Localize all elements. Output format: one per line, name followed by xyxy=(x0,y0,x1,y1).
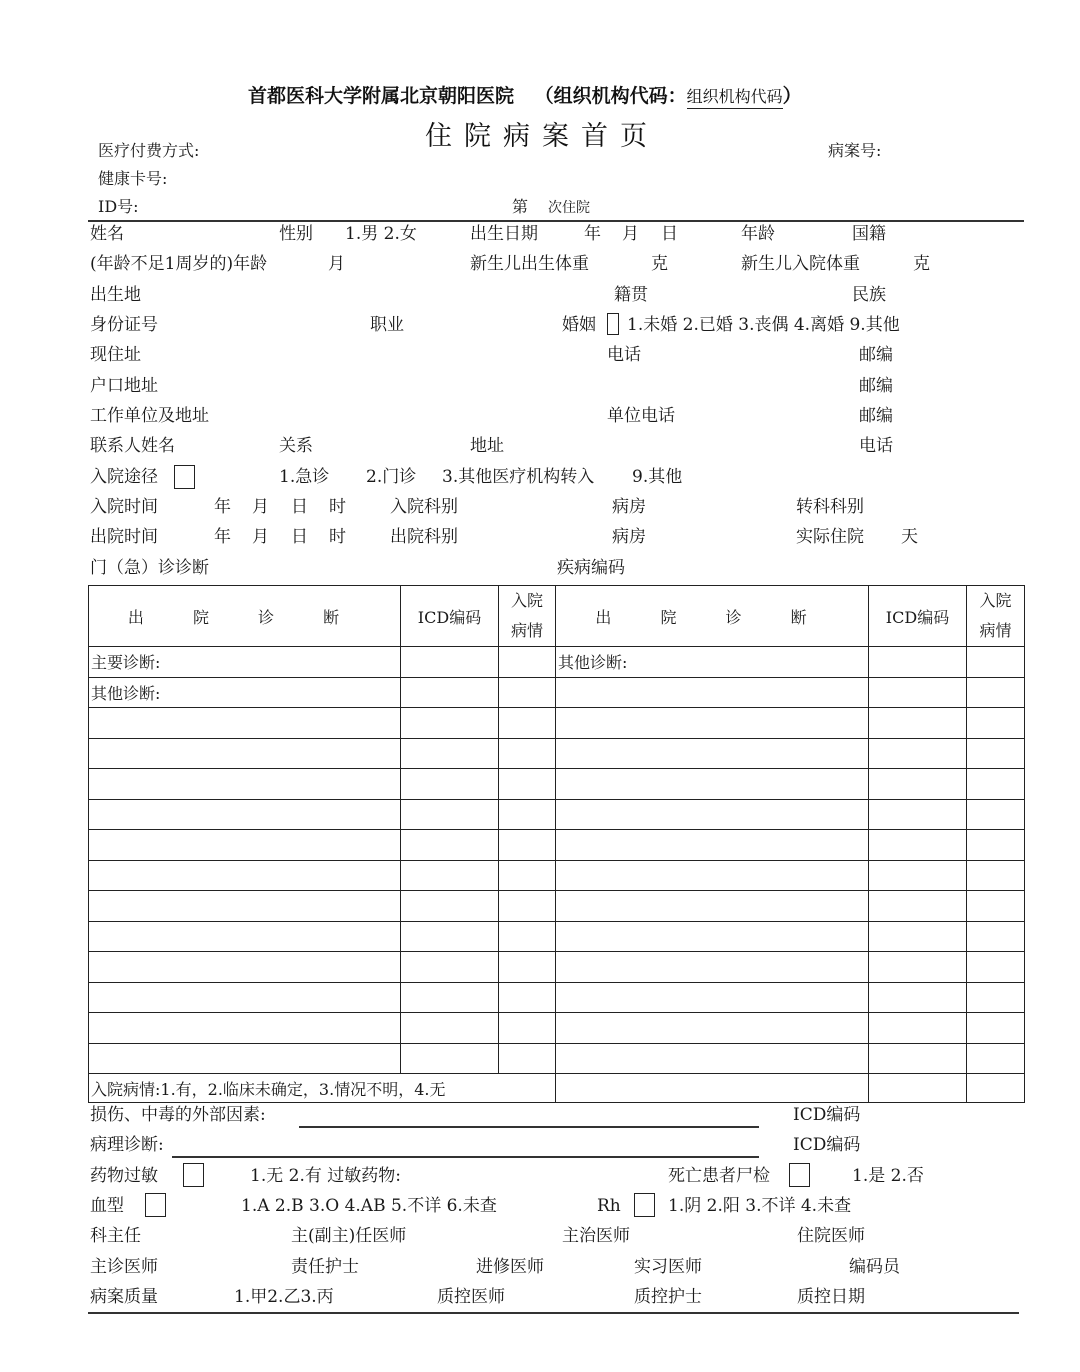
diagnosis-cell[interactable] xyxy=(556,677,869,708)
admission-count xyxy=(512,199,590,215)
admit-condition-cell[interactable] xyxy=(499,647,556,678)
record-number-label: 病案号: xyxy=(828,141,882,160)
diagnosis-cell[interactable] xyxy=(89,1043,401,1074)
admit-condition-cell[interactable] xyxy=(967,1074,1025,1103)
icd-cell[interactable] xyxy=(869,677,967,708)
gram-unit-2: 克 xyxy=(913,254,930,274)
other-diagnosis-cell-right[interactable]: 其他诊断: xyxy=(556,647,869,678)
diagnosis-cell[interactable] xyxy=(89,952,401,983)
outpatient-diag-label: 门（急）诊诊断 xyxy=(90,558,209,578)
icd-cell[interactable] xyxy=(869,647,967,678)
icd-cell[interactable] xyxy=(401,921,499,952)
diagnosis-cell[interactable] xyxy=(89,1013,401,1044)
header-discharge-diagnosis-right: 出 院 诊 断 xyxy=(556,586,869,647)
diagnosis-cell[interactable] xyxy=(556,799,869,830)
route-option-3: 3.其他医疗机构转入 xyxy=(442,467,595,487)
postcode-label-3: 邮编 xyxy=(859,406,893,426)
marital-options: 1.未婚 2.已婚 3.丧偶 4.离婚 9.其他 xyxy=(627,315,900,335)
days-unit: 天 xyxy=(901,527,918,547)
admit-condition-cell[interactable] xyxy=(499,708,556,739)
diagnosis-cell[interactable] xyxy=(556,1013,869,1044)
admit-condition-cell[interactable] xyxy=(499,830,556,861)
icd-cell[interactable] xyxy=(869,1043,967,1074)
table-row xyxy=(89,1013,1025,1044)
pathology-label: 病理诊断: xyxy=(90,1135,164,1155)
table-row xyxy=(89,1043,1025,1074)
autopsy-options: 1.是 2.否 xyxy=(852,1166,924,1186)
admit-condition-cell[interactable] xyxy=(967,982,1025,1013)
table-row xyxy=(89,982,1025,1013)
marital-label: 婚姻 xyxy=(562,315,596,335)
discharge-dept-label: 出院科别 xyxy=(390,527,458,547)
dept-director-label: 科主任 xyxy=(90,1226,141,1246)
diagnosis-cell[interactable] xyxy=(556,1043,869,1074)
autopsy-checkbox[interactable] xyxy=(789,1163,810,1187)
ward-label-2: 病房 xyxy=(612,527,646,547)
drug-allergy-checkbox[interactable] xyxy=(183,1163,204,1187)
icd-cell[interactable] xyxy=(401,738,499,769)
discharge-time-label: 出院时间 xyxy=(90,527,158,547)
id-card-label: 身份证号 xyxy=(90,315,158,335)
icd-cell[interactable] xyxy=(401,677,499,708)
icd-cell[interactable] xyxy=(401,647,499,678)
diagnosis-cell[interactable] xyxy=(556,952,869,983)
discharge-diagnosis-table xyxy=(88,585,1025,1103)
icd-cell[interactable] xyxy=(869,769,967,800)
admit-condition-cell[interactable] xyxy=(967,952,1025,983)
admit-condition-cell[interactable] xyxy=(967,738,1025,769)
icd-cell[interactable] xyxy=(401,860,499,891)
table-row xyxy=(89,952,1025,983)
admission-route-label: 入院途径 xyxy=(90,467,158,487)
newborn-birth-weight-label: 新生儿出生体重 xyxy=(470,254,589,274)
icd-cell[interactable] xyxy=(401,769,499,800)
ward-label-1: 病房 xyxy=(612,497,646,517)
discharge-month: 月 xyxy=(252,527,269,547)
icd-cell[interactable] xyxy=(869,860,967,891)
admit-time-label: 入院时间 xyxy=(90,497,158,517)
id-number-label: ID号: xyxy=(98,197,139,216)
main-diagnosis-cell[interactable]: 主要诊断: xyxy=(89,647,401,678)
table-header-row xyxy=(89,586,1025,647)
infant-month-label: 月 xyxy=(328,254,345,274)
icd-cell[interactable] xyxy=(869,952,967,983)
table-row xyxy=(89,769,1025,800)
discharge-day: 日 xyxy=(291,527,308,547)
icd-cell[interactable] xyxy=(401,952,499,983)
pathology-field[interactable] xyxy=(172,1156,759,1158)
drug-allergy-label: 药物过敏 xyxy=(90,1166,158,1186)
diagnosis-cell[interactable] xyxy=(89,799,401,830)
quality-options: 1.甲2.乙3.丙 xyxy=(234,1287,334,1307)
admit-hour: 时 xyxy=(329,497,346,517)
header-icd-right: ICD编码 xyxy=(869,586,967,647)
icd-cell[interactable] xyxy=(869,982,967,1013)
header-divider xyxy=(88,220,1024,222)
admit-condition-cell[interactable] xyxy=(499,1013,556,1044)
gender-options: 1.男 2.女 xyxy=(345,224,417,244)
org-code-label: （组织机构代码： xyxy=(534,85,687,107)
admit-condition-cell[interactable] xyxy=(499,921,556,952)
admit-condition-cell[interactable] xyxy=(967,647,1025,678)
transfer-dept-label: 转科科别 xyxy=(796,497,864,517)
contact-address-label: 地址 xyxy=(470,436,504,456)
footer-divider xyxy=(88,1312,1019,1314)
actual-stay-label: 实际住院 xyxy=(796,527,864,547)
icd-cell[interactable] xyxy=(869,1013,967,1044)
icd-cell[interactable] xyxy=(869,799,967,830)
attending-physician-label: 主治医师 xyxy=(562,1226,630,1246)
legend-row xyxy=(89,1074,1025,1103)
coder-label: 编码员 xyxy=(849,1257,900,1277)
diagnosis-cell[interactable] xyxy=(89,891,401,922)
contact-phone-label: 电话 xyxy=(859,436,893,456)
infant-age-label: (年龄不足1周岁的)年龄 xyxy=(90,254,268,274)
other-diagnosis-cell[interactable]: 其他诊断: xyxy=(89,677,401,708)
admit-day: 日 xyxy=(291,497,308,517)
admit-condition-cell[interactable] xyxy=(967,799,1025,830)
current-address-label: 现住址 xyxy=(90,345,141,365)
hospital-name-text: 首都医科大学附属北京朝阳医院 xyxy=(248,85,515,107)
diagnosis-cell[interactable] xyxy=(556,738,869,769)
disease-code-label: 疾病编码 xyxy=(557,558,625,578)
external-cause-field[interactable] xyxy=(299,1126,759,1128)
icd-cell[interactable] xyxy=(401,1043,499,1074)
ethnicity-label: 民族 xyxy=(852,285,886,305)
header-discharge-diagnosis-left: 出 院 诊 断 xyxy=(89,586,401,647)
work-phone-label: 单位电话 xyxy=(607,406,675,426)
icd-cell[interactable] xyxy=(401,708,499,739)
admit-month: 月 xyxy=(252,497,269,517)
diagnosis-cell[interactable] xyxy=(89,738,401,769)
icd-cell[interactable] xyxy=(869,708,967,739)
resident-physician-label: 住院医师 xyxy=(797,1226,865,1246)
admit-condition-cell[interactable] xyxy=(499,860,556,891)
table-row xyxy=(89,891,1025,922)
icd-cell[interactable] xyxy=(401,1013,499,1044)
admit-dept-label: 入院科别 xyxy=(390,497,458,517)
phone-label: 电话 xyxy=(607,345,641,365)
header-admit-condition-left: 入院 病情 xyxy=(499,586,556,647)
admission-route-checkbox[interactable] xyxy=(174,465,195,489)
blood-type-options: 1.A 2.B 3.O 4.AB 5.不详 6.未查 xyxy=(241,1196,497,1216)
record-quality-label: 病案质量 xyxy=(90,1287,158,1307)
diagnosis-cell[interactable] xyxy=(556,830,869,861)
nationality-label: 国籍 xyxy=(852,224,886,244)
occupation-label: 职业 xyxy=(370,315,404,335)
icd-cell[interactable] xyxy=(401,891,499,922)
postcode-label-2: 邮编 xyxy=(859,376,893,396)
admit-condition-cell[interactable] xyxy=(499,1043,556,1074)
table-row xyxy=(89,799,1025,830)
contact-name-label: 联系人姓名 xyxy=(90,436,175,456)
icd-label-2: ICD编码 xyxy=(793,1135,861,1155)
admit-condition-cell[interactable] xyxy=(499,982,556,1013)
icd-cell[interactable] xyxy=(401,830,499,861)
icd-cell[interactable] xyxy=(401,982,499,1013)
name-label: 姓名 xyxy=(90,224,124,244)
admit-year: 年 xyxy=(214,497,231,517)
blood-type-label: 血型 xyxy=(90,1196,124,1216)
admit-condition-cell[interactable] xyxy=(499,677,556,708)
header-admit-condition-right: 入院 病情 xyxy=(967,586,1025,647)
route-option-9: 9.其他 xyxy=(632,467,683,487)
admission-count-prefix: 第 xyxy=(512,197,529,216)
admit-condition-cell[interactable] xyxy=(967,677,1025,708)
admit-condition-cell[interactable] xyxy=(967,921,1025,952)
diagnosis-cell[interactable] xyxy=(556,1074,869,1103)
icd-cell[interactable] xyxy=(869,830,967,861)
blood-type-checkbox[interactable] xyxy=(145,1193,166,1217)
icd-cell[interactable] xyxy=(869,1074,967,1103)
birth-date-label: 出生日期 xyxy=(470,224,538,244)
icd-label-1: ICD编码 xyxy=(793,1105,861,1125)
admit-condition-cell[interactable] xyxy=(967,891,1025,922)
birthplace-label: 出生地 xyxy=(90,285,141,305)
diagnosis-cell[interactable] xyxy=(556,891,869,922)
qc-nurse-label: 质控护士 xyxy=(634,1287,702,1307)
diagnosis-cell[interactable] xyxy=(556,769,869,800)
table-row xyxy=(89,738,1025,769)
rh-options: 1.阴 2.阳 3.不详 4.未查 xyxy=(668,1196,852,1216)
diagnosis-cell[interactable] xyxy=(89,708,401,739)
discharge-hour: 时 xyxy=(329,527,346,547)
admit-condition-cell[interactable] xyxy=(499,891,556,922)
qc-date-label: 质控日期 xyxy=(797,1287,865,1307)
icd-cell[interactable] xyxy=(869,891,967,922)
chief-physician-label: 主(副主)任医师 xyxy=(291,1226,407,1246)
admit-condition-cell[interactable] xyxy=(499,799,556,830)
postcode-label-1: 邮编 xyxy=(859,345,893,365)
admit-condition-cell[interactable] xyxy=(499,952,556,983)
admit-condition-cell[interactable] xyxy=(967,860,1025,891)
birth-day-label: 日 xyxy=(661,224,678,244)
diagnosis-cell[interactable] xyxy=(556,860,869,891)
icd-cell[interactable] xyxy=(401,799,499,830)
diagnosis-cell[interactable] xyxy=(89,982,401,1013)
diagnosis-cell[interactable] xyxy=(556,921,869,952)
page-title: 住院病案首页 xyxy=(425,121,659,152)
relationship-label: 关系 xyxy=(279,436,313,456)
table-row xyxy=(89,860,1025,891)
admit-condition-cell[interactable] xyxy=(967,708,1025,739)
admit-condition-cell[interactable] xyxy=(967,769,1025,800)
table-row xyxy=(89,677,1025,708)
hospital-name xyxy=(248,87,802,106)
birth-month-label: 月 xyxy=(622,224,639,244)
marital-checkbox[interactable] xyxy=(607,313,619,335)
discharge-year: 年 xyxy=(214,527,231,547)
org-code-suffix: ） xyxy=(782,85,802,107)
diagnosis-cell[interactable] xyxy=(89,921,401,952)
allergy-options: 1.无 2.有 过敏药物: xyxy=(250,1166,401,1186)
diagnosis-cell[interactable] xyxy=(556,982,869,1013)
table-row xyxy=(89,921,1025,952)
diagnosis-cell[interactable] xyxy=(556,708,869,739)
intern-physician-label: 实习医师 xyxy=(634,1257,702,1277)
icd-cell[interactable] xyxy=(869,921,967,952)
birth-year-label: 年 xyxy=(584,224,601,244)
health-card-label: 健康卡号: xyxy=(98,169,168,188)
icd-cell[interactable] xyxy=(869,738,967,769)
newborn-admit-weight-label: 新生儿入院体重 xyxy=(741,254,860,274)
primary-physician-label: 主诊医师 xyxy=(90,1257,158,1277)
table-row xyxy=(89,708,1025,739)
gender-label: 性别 xyxy=(279,224,313,244)
autopsy-label: 死亡患者尸检 xyxy=(668,1166,770,1186)
rh-checkbox[interactable] xyxy=(634,1193,655,1217)
external-cause-label: 损伤、中毒的外部因素: xyxy=(90,1105,266,1125)
responsible-nurse-label: 责任护士 xyxy=(291,1257,359,1277)
admission-count-suffix: 次住院 xyxy=(548,200,591,216)
admit-condition-cell[interactable] xyxy=(967,830,1025,861)
route-option-2: 2.门诊 xyxy=(366,467,417,487)
trainee-physician-label: 进修医师 xyxy=(476,1257,544,1277)
admit-condition-legend: 入院病情:1.有，2.临床未确定，3.情况不明，4.无 xyxy=(89,1074,556,1103)
table-row xyxy=(89,647,1025,678)
diagnosis-cell[interactable] xyxy=(89,830,401,861)
work-unit-label: 工作单位及地址 xyxy=(90,406,209,426)
qc-physician-label: 质控医师 xyxy=(437,1287,505,1307)
diagnosis-cell[interactable] xyxy=(89,860,401,891)
gram-unit-1: 克 xyxy=(651,254,668,274)
route-option-1: 1.急诊 xyxy=(279,467,330,487)
native-place-label: 籍贯 xyxy=(614,285,648,305)
admit-condition-cell[interactable] xyxy=(967,1013,1025,1044)
admit-condition-cell[interactable] xyxy=(499,769,556,800)
admit-condition-cell[interactable] xyxy=(967,1043,1025,1074)
payment-method-label: 医疗付费方式: xyxy=(98,141,200,160)
diagnosis-cell[interactable] xyxy=(89,769,401,800)
org-code-field[interactable]: 组织机构代码 xyxy=(687,87,783,109)
table-row xyxy=(89,830,1025,861)
rh-label: Rh xyxy=(597,1196,621,1216)
household-address-label: 户口地址 xyxy=(90,376,158,396)
header-icd-left: ICD编码 xyxy=(401,586,499,647)
admit-condition-cell[interactable] xyxy=(499,738,556,769)
age-label: 年龄 xyxy=(741,224,775,244)
